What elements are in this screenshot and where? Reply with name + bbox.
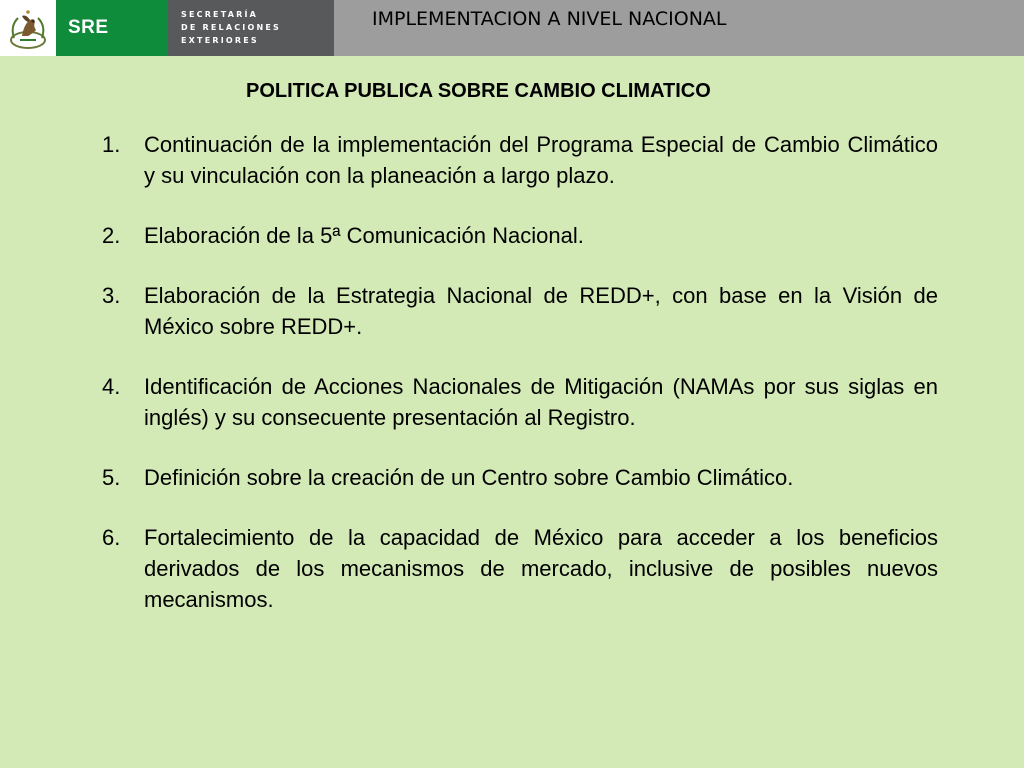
list-item [100, 280, 938, 342]
list-item-text: Elaboración de la 5ª Comunicación Nacional. [144, 223, 584, 248]
list-item-text: Elaboración de la Estrategia Nacional de REDD+, con base en la Visión de México sobre REDD+. [144, 283, 938, 339]
organization-name [168, 0, 334, 56]
seal-container [0, 0, 56, 56]
list-item [100, 522, 938, 615]
list-item-text: Identificación de Acciones Nacionales de Mitigación (NAMAs por sus siglas en inglés) y su consecuente presentación al Registro. [144, 374, 938, 430]
list-item [100, 371, 938, 433]
slide-header [0, 0, 1024, 56]
list-item [100, 220, 938, 251]
list-item-number: 6. [102, 525, 121, 550]
list-item-text: Fortalecimiento de la capacidad de México para acceder a los beneficios derivados de los mecanismos de mercado, inclusive de posibles nuevos mecanismos. [144, 525, 938, 612]
list-item-number: 3. [102, 283, 121, 308]
mexican-coat-of-arms-icon [0, 0, 56, 56]
org-line-1: SECRETARÍA [181, 10, 259, 19]
list-item-number: 5. [102, 465, 121, 490]
policy-list [100, 129, 938, 644]
list-item-text: Continuación de la implementación del Programa Especial de Cambio Climático y su vinculación con la planeación a largo plazo. [144, 132, 938, 188]
title-bar [334, 0, 1024, 56]
list-item-number: 1. [102, 132, 121, 157]
org-line-2: DE RELACIONES [181, 23, 281, 32]
list-item-number: 2. [102, 223, 121, 248]
list-item-number: 4. [102, 374, 121, 399]
list-item-text: Definición sobre la creación de un Centro sobre Cambio Climático. [144, 465, 794, 490]
sre-logo: SRE [56, 0, 168, 56]
slide-title: IMPLEMENTACION A NIVEL NACIONAL [372, 8, 727, 30]
slide-subtitle: POLITICA PUBLICA SOBRE CAMBIO CLIMATICO [246, 80, 711, 102]
list-item [100, 462, 938, 493]
list-item [100, 129, 938, 191]
org-line-3: EXTERIORES [181, 36, 259, 45]
